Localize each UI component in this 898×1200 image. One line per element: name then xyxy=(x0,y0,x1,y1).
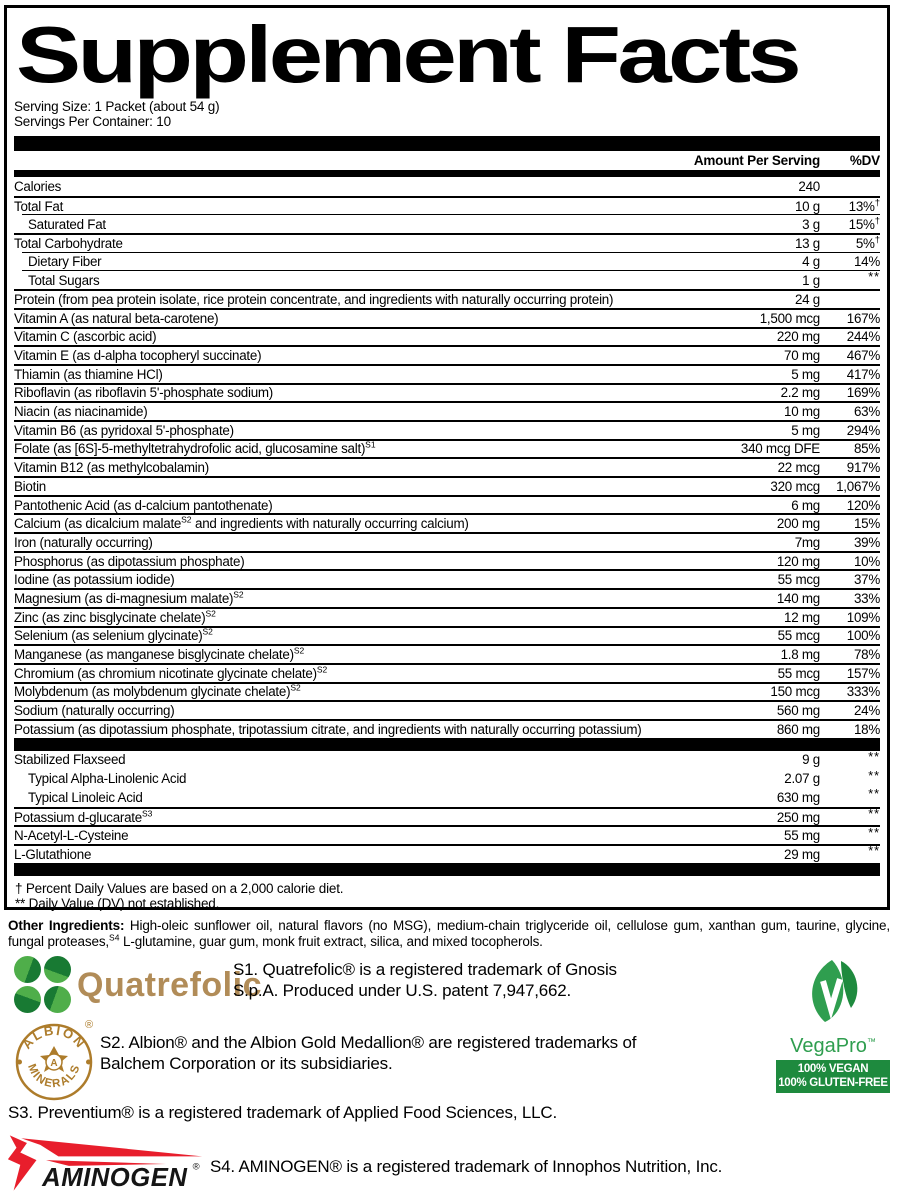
supplement-facts-panel xyxy=(4,5,890,910)
nutrient-dv: 63% xyxy=(853,404,880,420)
nutrient-row xyxy=(14,719,880,738)
other-ingredients-text: High-oleic sunflower oil, natural flavors (no MSG), medium-chain triglyceride oil, cellulose gum, xanthan gum, taurine, glycine, fungal proteases, xyxy=(8,918,890,949)
nutrient-amount: 2.2 mg xyxy=(780,385,820,401)
clover-leaf-icon xyxy=(14,956,41,983)
nutrient-dv: 157% xyxy=(846,665,880,681)
nutrient-dv: 169% xyxy=(846,385,880,401)
clover-leaf-icon xyxy=(44,956,71,983)
nutrient-amount: 6 mg xyxy=(791,497,820,513)
nutrient-row xyxy=(14,788,880,807)
nutrient-dv: ** xyxy=(868,787,880,802)
nutrient-name: Dietary Fiber xyxy=(28,254,102,270)
nutrient-row xyxy=(14,569,880,588)
vegapro-name-text: VegaPro xyxy=(790,1035,867,1057)
nutrient-amount: 5 mg xyxy=(791,422,820,438)
footnote-daily-values: † Percent Daily Values are based on a 2,000 calorie diet. xyxy=(15,880,344,896)
clover-leaf-icon xyxy=(44,986,71,1013)
nutrient-name: Calcium (as dicalcium malate$^{S2}$ and ingredients with naturally occurring calcium) xyxy=(14,516,469,532)
nutrient-name: Vitamin C (ascorbic acid) xyxy=(14,329,157,345)
nutrient-amount: 3 g xyxy=(802,216,820,232)
aminogen-wordmark: AMINOGEN xyxy=(42,1163,188,1192)
nutrient-name: Stabilized Flaxseed xyxy=(14,752,126,768)
nutrient-name: Pantothenic Acid (as d-calcium pantothenate) xyxy=(14,497,273,513)
nutrient-name: Potassium d-glucarate$^{S3}$ xyxy=(14,809,153,825)
nutrient-name: L-Glutathione xyxy=(14,846,92,862)
nutrient-dv: 85% xyxy=(853,441,880,457)
nutrient-row xyxy=(14,439,880,458)
nutrient-dv: 14% xyxy=(853,254,880,270)
s4-trademark-note: S4. AMINOGEN® is a registered trademark of Innophos Nutrition, Inc. xyxy=(210,1157,723,1176)
clover-icon xyxy=(14,956,72,1014)
nutrient-name: Biotin xyxy=(14,478,46,494)
vegan-badge-line: 100% VEGAN xyxy=(797,1063,869,1075)
s2-trademark-note xyxy=(100,1033,636,1074)
nutrient-amount: 55 mg xyxy=(784,828,820,844)
nutrient-amount: 55 mcg xyxy=(777,572,820,588)
s1-line-2: S.p.A. Produced under U.S. patent 7,947,662. xyxy=(233,980,572,1000)
nutrient-amount: 22 mcg xyxy=(777,460,820,476)
nutrient-row xyxy=(14,588,880,607)
nutrient-row xyxy=(14,807,880,826)
nutrient-name: Chromium (as chromium nicotinate glycinate chelate)$^{S2}$ xyxy=(14,665,328,681)
footnote-dv-not-established: ** Daily Value (DV) not established. xyxy=(15,896,220,912)
nutrient-row xyxy=(14,769,880,788)
quatrefolic-wordmark: Quatrefolic xyxy=(77,965,262,1004)
lightning-bolt-icon xyxy=(8,1135,37,1190)
nutrient-name: Iodine (as potassium iodide) xyxy=(14,572,175,588)
nutrient-amount: 5 mg xyxy=(791,366,820,382)
nutrient-row xyxy=(14,607,880,626)
albion-arc-top-text: ALBION xyxy=(18,1022,90,1052)
albion-center-letter: A xyxy=(50,1058,58,1069)
other-ingredients-text-cont: L-glutamine, guar gum, monk fruit extract, silica, and mixed tocopherols. xyxy=(119,933,543,949)
nutrient-rows xyxy=(14,177,880,738)
nutrient-row xyxy=(22,252,880,271)
servings-per-container: Servings Per Container: 10 xyxy=(14,114,171,129)
nutrient-amount: 630 mg xyxy=(776,789,820,805)
nutrient-amount: 10 g xyxy=(794,198,820,214)
nutrient-name: Phosphorus (as dipotassium phosphate) xyxy=(14,553,245,569)
section-separator-bar xyxy=(14,738,880,751)
nutrient-name: Magnesium (as di-magnesium malate)$^{S2}$ xyxy=(14,590,244,606)
nutrient-dv: ** xyxy=(868,749,880,764)
nutrient-dv: 39% xyxy=(853,534,880,550)
nutrient-row xyxy=(14,532,880,551)
speed-swoosh-icon xyxy=(21,1138,202,1156)
nutrient-name: Total Fat xyxy=(14,198,64,214)
nutrient-amount: 55 mcg xyxy=(777,665,820,681)
nutrient-amount: 24 g xyxy=(794,291,820,307)
nutrient-dv: 15%† xyxy=(848,215,880,232)
nutrient-name: Protein (from pea protein isolate, rice protein concentrate, and ingredients with naturally occurring protein) xyxy=(14,291,614,307)
aminogen-logo xyxy=(6,1132,206,1194)
percent-dv-header: %DV xyxy=(849,153,880,168)
nutrient-dv: 167% xyxy=(846,310,880,326)
nutrient-dv: 10% xyxy=(853,553,880,569)
registered-symbol: ® xyxy=(192,1161,200,1173)
nutrient-dv: 333% xyxy=(846,684,880,700)
nutrient-row xyxy=(14,289,880,308)
nutrient-row xyxy=(14,751,880,770)
gluten-free-badge-line: 100% GLUTEN-FREE xyxy=(778,1076,888,1089)
nutrient-name: Molybdenum (as molybdenum glycinate chelate)$^{S2}$ xyxy=(14,684,301,700)
nutrient-dv: 24% xyxy=(853,703,880,719)
nutrient-row xyxy=(14,663,880,682)
nutrient-row xyxy=(22,270,880,289)
s1-line-1: S1. Quatrefolic® is a registered trademark of Gnosis xyxy=(233,960,617,979)
nutrient-dv: 1,067% xyxy=(836,478,880,494)
nutrient-name: Zinc (as zinc bisglycinate chelate)$^{S2}$ xyxy=(14,609,216,625)
nutrient-name: Potassium (as dipotassium phosphate, tripotassium citrate, and ingredients with naturally occurring potassium) xyxy=(14,721,642,737)
nutrient-dv: ** xyxy=(868,270,880,285)
nutrient-dv: 120% xyxy=(846,497,880,513)
amount-per-serving-header: Amount Per Serving xyxy=(693,153,820,168)
nutrient-name: Vitamin A (as natural beta-carotene) xyxy=(14,310,219,326)
nutrient-amount: 240 xyxy=(798,178,820,194)
albion-medallion-icon xyxy=(12,1018,96,1102)
nutrient-name: Sodium (naturally occurring) xyxy=(14,703,175,719)
other-ingredients xyxy=(8,918,890,949)
nutrient-row xyxy=(14,551,880,570)
column-header-row xyxy=(14,151,880,170)
nutrient-name: Iron (naturally occurring) xyxy=(14,534,153,550)
nutrient-amount: 2.07 g xyxy=(784,771,820,787)
nutrient-row xyxy=(14,327,880,346)
nutrient-name: Selenium (as selenium glycinate)$^{S2}$ xyxy=(14,628,213,644)
nutrient-amount: 150 mcg xyxy=(770,684,820,700)
nutrient-amount: 220 mg xyxy=(776,329,820,345)
other-ingredients-label: Other Ingredients: xyxy=(8,918,125,933)
nutrient-row xyxy=(14,700,880,719)
nutrient-row xyxy=(14,825,880,844)
nutrient-row xyxy=(14,177,880,196)
nutrient-amount: 13 g xyxy=(794,235,820,251)
nutrient-amount: 320 mcg xyxy=(770,478,820,494)
nutrient-row xyxy=(14,844,880,863)
nutrient-amount: 560 mg xyxy=(776,703,820,719)
nutrient-dv: ** xyxy=(868,825,880,840)
column-header-underline-bar xyxy=(14,170,880,177)
nutrient-row xyxy=(14,626,880,645)
nutrient-dv: 5%† xyxy=(855,234,880,251)
other-ingredients-sup: S4 xyxy=(109,932,120,942)
nutrient-name: Typical Alpha-Linolenic Acid xyxy=(28,771,187,787)
footnotes xyxy=(14,876,880,912)
registered-symbol: ® xyxy=(85,1019,94,1031)
nutrient-amount: 9 g xyxy=(802,752,820,768)
nutrient-row xyxy=(14,383,880,402)
nutrient-amount: 1 g xyxy=(802,272,820,288)
nutrient-row xyxy=(14,513,880,532)
s2-line-1: S2. Albion® and the Albion Gold Medallion® are registered trademarks of xyxy=(100,1033,637,1052)
nutrient-row xyxy=(14,233,880,252)
nutrient-name: Thiamin (as thiamine HCl) xyxy=(14,366,163,382)
s3-trademark-note: S3. Preventium® is a registered trademark of Applied Food Sciences, LLC. xyxy=(8,1103,558,1122)
nutrient-dv: 917% xyxy=(846,460,880,476)
nutrient-row xyxy=(14,196,880,215)
nutrient-amount: 200 mg xyxy=(776,516,820,532)
nutrient-name: Typical Linoleic Acid xyxy=(28,789,143,805)
nutrient-amount: 860 mg xyxy=(776,721,820,737)
nutrient-amount: 55 mcg xyxy=(777,628,820,644)
nutrient-dv: 100% xyxy=(846,628,880,644)
quatrefolic-logo xyxy=(14,956,262,1014)
nutrient-name: Total Carbohydrate xyxy=(14,235,123,251)
s2-line-2: Balchem Corporation or its subsidiaries. xyxy=(100,1053,393,1073)
other-nutrient-rows xyxy=(14,751,880,863)
nutrient-row xyxy=(14,401,880,420)
footnote-separator-bar xyxy=(14,863,880,876)
header-separator-bar xyxy=(14,136,880,151)
nutrient-row xyxy=(14,364,880,383)
nutrient-dv: 467% xyxy=(846,348,880,364)
nutrient-dv: 13%† xyxy=(848,197,880,214)
nutrient-dv: 37% xyxy=(853,572,880,588)
facts-title: Supplement Facts xyxy=(16,10,799,99)
nutrient-row xyxy=(14,495,880,514)
nutrient-dv: 15% xyxy=(853,516,880,532)
nutrient-row xyxy=(14,345,880,364)
nutrient-amount: 120 mg xyxy=(776,553,820,569)
nutrient-row xyxy=(14,308,880,327)
nutrient-row xyxy=(14,644,880,663)
nutrient-dv: 78% xyxy=(853,647,880,663)
vegapro-wordmark xyxy=(776,1036,890,1056)
nutrient-amount: 340 mcg DFE xyxy=(740,441,820,457)
nutrient-dv: 18% xyxy=(853,721,880,737)
nutrient-amount: 4 g xyxy=(802,254,820,270)
nutrient-name: Saturated Fat xyxy=(28,216,106,232)
nutrient-amount: 1,500 mcg xyxy=(759,310,820,326)
nutrient-row xyxy=(14,457,880,476)
nutrient-dv: ** xyxy=(868,768,880,783)
clover-leaf-icon xyxy=(14,986,41,1013)
nutrient-row xyxy=(14,420,880,439)
nutrient-name: Calories xyxy=(14,178,62,194)
albion-arc-bottom-text: MINERALS xyxy=(25,1062,83,1091)
serving-size: Serving Size: 1 Packet (about 54 g) xyxy=(14,99,220,114)
nutrient-dv: ** xyxy=(868,807,880,822)
vegapro-leaf-icon xyxy=(801,960,865,1030)
nutrient-dv: 109% xyxy=(846,609,880,625)
nutrient-amount: 70 mg xyxy=(784,348,820,364)
nutrient-name: Riboflavin (as riboflavin 5'-phosphate sodium) xyxy=(14,385,274,401)
nutrient-row xyxy=(14,476,880,495)
nutrient-row xyxy=(14,682,880,701)
nutrient-name: Total Sugars xyxy=(28,272,100,288)
nutrient-amount: 12 mg xyxy=(784,609,820,625)
nutrient-name: Vitamin B6 (as pyridoxal 5'-phosphate) xyxy=(14,422,234,438)
nutrient-dv: 244% xyxy=(846,329,880,345)
nutrient-row xyxy=(22,214,880,233)
trademark-symbol: ™ xyxy=(866,1036,876,1047)
nutrient-amount: 7mg xyxy=(794,534,820,550)
s1-trademark-note xyxy=(233,960,617,1001)
vegapro-logo xyxy=(776,960,890,1093)
nutrient-name: N-Acetyl-L-Cysteine xyxy=(14,828,129,844)
nutrient-amount: 140 mg xyxy=(776,590,820,606)
nutrient-amount: 1.8 mg xyxy=(780,647,820,663)
nutrient-amount: 29 mg xyxy=(784,846,820,862)
nutrient-dv: ** xyxy=(868,844,880,859)
nutrient-name: Folate (as [6S]-5-methyltetrahydrofolic acid, glucosamine salt)$^{S1}$ xyxy=(14,441,376,457)
vegapro-badge xyxy=(776,1060,890,1093)
nutrient-dv: 417% xyxy=(846,366,880,382)
nutrient-name: Vitamin E (as d-alpha tocopheryl succinate) xyxy=(14,348,262,364)
nutrient-amount: 250 mg xyxy=(776,809,820,825)
nutrient-name: Manganese (as manganese bisglycinate chelate)$^{S2}$ xyxy=(14,647,305,663)
nutrient-name: Niacin (as niacinamide) xyxy=(14,404,148,420)
nutrient-amount: 10 mg xyxy=(784,404,820,420)
nutrient-dv: 33% xyxy=(853,590,880,606)
nutrient-name: Vitamin B12 (as methylcobalamin) xyxy=(14,460,209,476)
nutrient-dv: 294% xyxy=(846,422,880,438)
